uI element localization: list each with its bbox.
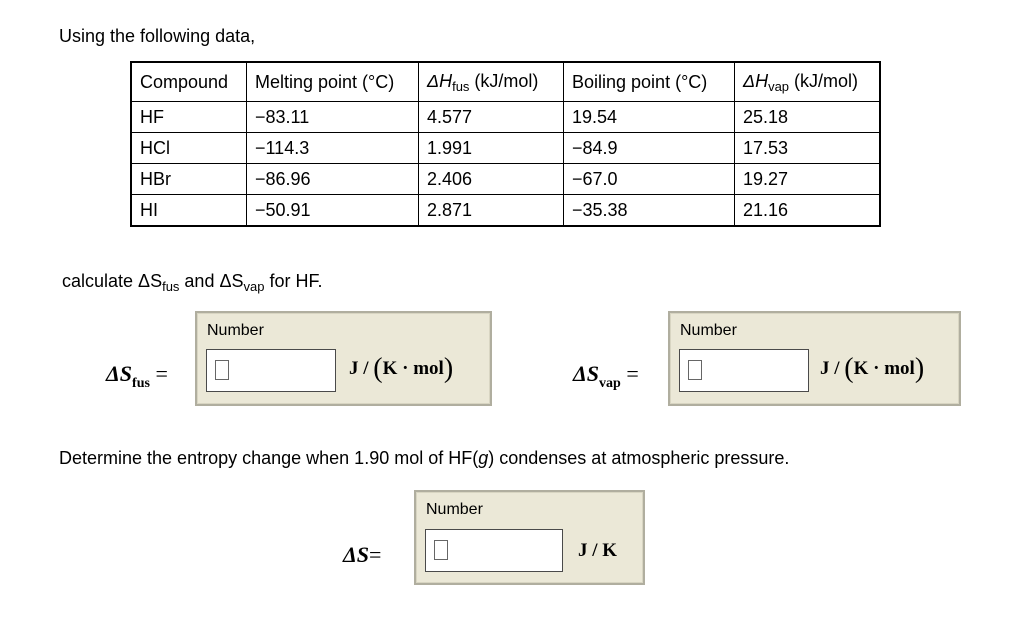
data-table <box>130 61 881 227</box>
cell-dh-fus: 2.871 <box>419 195 564 227</box>
table-row <box>131 102 880 133</box>
answer-box-vap <box>668 311 961 406</box>
delta-s-fus-label: $\Delta S_{fus}$ = <box>106 361 168 391</box>
table-header-row <box>131 62 880 102</box>
cell-compound: HF <box>131 102 247 133</box>
intro-text: Using the following data, <box>59 26 256 46</box>
unit-label: J / K <box>578 540 618 561</box>
unit-label: J / (K · mol) <box>820 353 925 384</box>
question-entropy-hf: calculate $\Delta S_{fus}$ and $\Delta S_{vap}$ for HF. <box>62 271 323 294</box>
cell-boiling: 19.54 <box>564 102 735 133</box>
header-compound: Compound <box>131 62 247 102</box>
delta-s-input[interactable] <box>425 529 563 572</box>
number-label: Number <box>207 322 264 339</box>
header-boiling-point: Boiling point (°C) <box>564 62 735 102</box>
number-label: Number <box>680 322 737 339</box>
cell-melting: −50.91 <box>247 195 419 227</box>
cell-dh-vap: 25.18 <box>735 102 881 133</box>
table-row <box>131 195 880 227</box>
header-dh-fus: $\Delta H_{fus}$ (kJ/mol) <box>419 62 564 102</box>
header-melting-point: Melting point (°C) <box>247 62 419 102</box>
cell-compound: HBr <box>131 164 247 195</box>
cell-melting: −86.96 <box>247 164 419 195</box>
cell-melting: −83.11 <box>247 102 419 133</box>
input-cursor-icon <box>434 540 448 560</box>
cell-boiling: −67.0 <box>564 164 735 195</box>
unit-label: J / (K · mol) <box>349 353 454 384</box>
question-condensation: Determine the entropy change when 1.90 mol of HF(g) condenses at atmospheric pressure. <box>59 448 790 468</box>
cell-dh-vap: 17.53 <box>735 133 881 164</box>
cell-melting: −114.3 <box>247 133 419 164</box>
delta-s-vap-input[interactable] <box>679 349 809 392</box>
cell-compound: HCl <box>131 133 247 164</box>
answer-box-total <box>414 490 645 585</box>
table-row <box>131 133 880 164</box>
cell-dh-fus: 2.406 <box>419 164 564 195</box>
delta-s-label: ΔS= <box>343 542 382 567</box>
input-cursor-icon <box>215 360 229 380</box>
cell-boiling: −84.9 <box>564 133 735 164</box>
cell-dh-vap: 21.16 <box>735 195 881 227</box>
delta-s-fus-input[interactable] <box>206 349 336 392</box>
delta-s-vap-label: $\Delta S_{vap}$ = <box>573 361 639 391</box>
header-dh-vap: $\Delta H_{vap}$ (kJ/mol) <box>735 62 881 102</box>
cell-dh-fus: 4.577 <box>419 102 564 133</box>
cell-compound: HI <box>131 195 247 227</box>
cell-dh-vap: 19.27 <box>735 164 881 195</box>
number-label: Number <box>426 501 483 518</box>
table-row <box>131 164 880 195</box>
input-cursor-icon <box>688 360 702 380</box>
cell-boiling: −35.38 <box>564 195 735 227</box>
answer-box-fus <box>195 311 492 406</box>
cell-dh-fus: 1.991 <box>419 133 564 164</box>
